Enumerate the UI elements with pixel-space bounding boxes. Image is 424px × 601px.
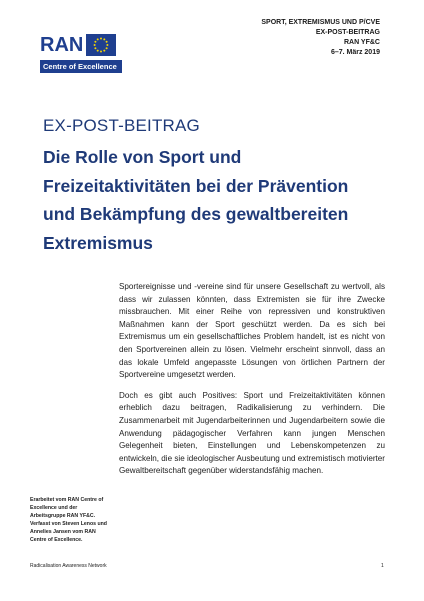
logo-subtitle: Centre of Excellence	[40, 60, 122, 73]
eu-flag-icon	[86, 34, 116, 56]
document-title: Die Rolle von Sport und Freizeitaktivitäten bei der Prävention und Bekämpfung des gewaltbereiten Extremismus	[43, 147, 349, 253]
header-line-group: RAN YF&C	[343, 39, 380, 46]
ran-logo	[40, 33, 122, 73]
authors-note: Erarbeitet vom RAN Centre of Excellence und der Arbeitsgruppe RAN YF&C. Verfasst von Steven Lenos und Annelies Jansen vom RAN Centre of Excellence.	[30, 497, 107, 543]
header-line-topic: SPORT, EXTREMISMUS UND P/CVE	[261, 19, 380, 26]
footer-network: Radicalisation Awareness Network	[30, 563, 107, 569]
header-line-type: EX-POST-BEITRAG	[315, 29, 380, 36]
body-paragraph-2: Doch es gibt auch Positives: Sport und Freizeitaktivitäten können erheblich dazu beitragen, Radikalisierung zu verhindern. Die Zusammenarbeit mit Jugendarbeiterinnen und Jugendarbeitern sowie die Anwendung pädagogischer Verfahren kann jungen Menschen Gelegenheit bieten, Einstellungen und Lebenskompetenzen zu entwickeln, die sie ideologischer Ausbeutung und extremistisch motivierter Gewaltbereitschaft gegenüber widerstandsfähig machen.	[119, 390, 385, 476]
body-paragraph-1: Sportereignisse und -vereine sind für unsere Gesellschaft zu wertvoll, als dass wir zulassen könnten, dass Extremisten sie für ihre Zwecke missbrauchen. Mit einer Reihe von repressiven und konstruktiven Maßnahmen kann der Sport geschützt werden. Da es sich bei Extremismus um ein gesellschaftliches Problem handelt, ist es nicht von den Sportvereinen allein zu lösen. Vielmehr erscheint sinnvoll, dass an das lokale Umfeld angepasste Lösungen von örtlichen Partnern der Sportvereine umgesetzt werden.	[119, 282, 385, 380]
header-line-date: 6–7. März 2019	[330, 49, 380, 56]
page-number: 1	[381, 563, 384, 569]
document-body	[119, 281, 385, 486]
document-kicker: EX-POST-BEITRAG	[43, 116, 200, 135]
logo-wordmark: RAN	[40, 34, 84, 56]
document-header	[261, 18, 380, 58]
